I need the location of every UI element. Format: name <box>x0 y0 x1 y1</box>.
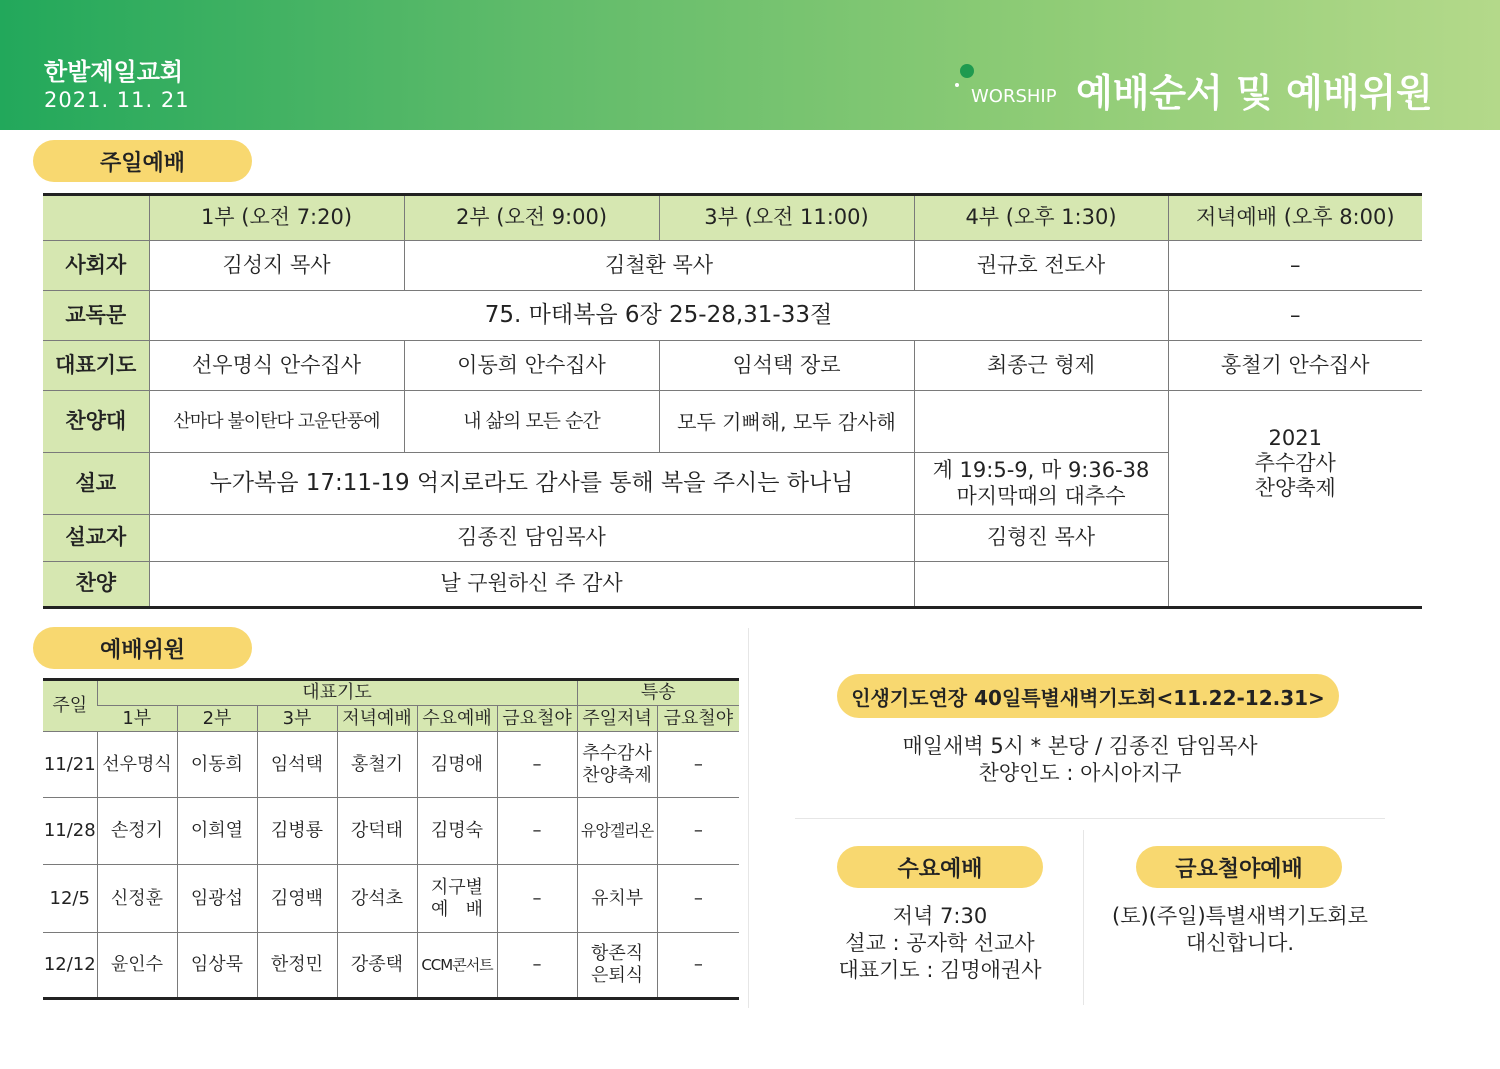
corner-cell <box>43 195 149 241</box>
wednesday-info <box>800 903 1080 984</box>
table-cell <box>577 933 657 999</box>
table-cell: 최종근 형제 <box>914 341 1168 391</box>
friday-info <box>1090 903 1390 957</box>
table-cell: 임석택 장로 <box>659 341 914 391</box>
table-cell: 한정민 <box>257 933 337 999</box>
table-cell: 유앙겔리온 <box>577 798 657 865</box>
table-cell: 김명애 <box>417 732 497 798</box>
table-row <box>43 732 739 798</box>
church-name: 한밭제일교회 <box>44 58 184 86</box>
table-cell: 임석택 <box>257 732 337 798</box>
white-dot-icon <box>955 83 959 87</box>
table-cell: 김영백 <box>257 865 337 933</box>
table-cell <box>914 453 1168 515</box>
sermon-title: 마지막때의 대추수 <box>956 483 1126 508</box>
green-dot-icon <box>960 64 974 78</box>
date-cell: 12/5 <box>43 865 97 933</box>
row-header: 설교 <box>43 453 149 515</box>
table-cell: 누가복음 17:11-19 억지로라도 감사를 통해 복을 주시는 하나님 <box>149 453 914 515</box>
sunday-worship-table <box>43 193 1422 609</box>
event-year: 2021 <box>1268 425 1322 450</box>
event-name: 찬양축제 <box>1254 476 1336 501</box>
row-header: 설교자 <box>43 515 149 562</box>
header-banner <box>0 0 1500 130</box>
table-cell: 김종진 담임목사 <box>149 515 914 562</box>
row-header: 교독문 <box>43 291 149 341</box>
table-header-row <box>43 680 739 706</box>
info-line: 설교 : 공자학 선교사 <box>845 931 1035 955</box>
table-cell: 강덕태 <box>337 798 417 865</box>
table-row <box>43 798 739 865</box>
table-cell: CCM콘서트 <box>417 933 497 999</box>
table-cell: 산마다 불이탄다 고운단풍에 <box>149 391 404 453</box>
table-cell: 유치부 <box>577 865 657 933</box>
table-cell <box>417 865 497 933</box>
row-header: 사회자 <box>43 241 149 291</box>
table-row <box>43 341 1422 391</box>
cell-line: 추수감사 <box>582 742 652 764</box>
table-cell <box>577 732 657 798</box>
table-cell: 김성지 목사 <box>149 241 404 291</box>
column-group-header: 특송 <box>577 680 739 706</box>
info-line: 저녁 7:30 <box>892 904 988 928</box>
info-line: 매일새벽 5시 * 본당 / 김종진 담임목사 <box>902 734 1258 758</box>
table-cell: – <box>657 732 739 798</box>
info-line: 대표기도 : 김명애권사 <box>838 958 1042 982</box>
table-header-row <box>43 706 739 732</box>
column-header: 1부 <box>97 706 177 732</box>
column-header: 주일저녁 <box>577 706 657 732</box>
table-cell: 권규호 전도사 <box>914 241 1168 291</box>
scripture-text: 계 19:5-9, 마 9:36-38 <box>932 458 1150 483</box>
table-row <box>43 241 1422 291</box>
cell-line: 항존직 <box>590 943 644 965</box>
info-line: 찬양인도 : 아시아지구 <box>978 761 1182 785</box>
date-cell: 11/21 <box>43 732 97 798</box>
table-cell: 이동희 안수집사 <box>404 341 659 391</box>
info-line: 대신합니다. <box>1185 931 1295 955</box>
table-row <box>43 391 1422 453</box>
table-cell: 손정기 <box>97 798 177 865</box>
table-cell: 윤인수 <box>97 933 177 999</box>
wednesday-title: 수요예배 <box>837 846 1043 888</box>
evening-event-cell <box>1168 391 1422 608</box>
table-cell: – <box>657 933 739 999</box>
table-cell: 75. 마태복음 6장 25-28,31-33절 <box>149 291 1168 341</box>
column-header: 2부 (오전 9:00) <box>404 195 659 241</box>
cell-line: 지구별 <box>430 876 484 898</box>
column-header: 주일 <box>43 680 97 732</box>
table-cell: – <box>657 798 739 865</box>
table-header-row <box>43 195 1422 241</box>
column-header: 금요철야 <box>657 706 739 732</box>
table-cell: 김명숙 <box>417 798 497 865</box>
column-header: 3부 (오전 11:00) <box>659 195 914 241</box>
table-cell: 김병룡 <box>257 798 337 865</box>
table-cell: – <box>657 865 739 933</box>
table-cell: 김철환 목사 <box>404 241 914 291</box>
dawn-prayer-title: 인생기도연장 40일특별새벽기도회<11.22-12.31> <box>837 674 1339 718</box>
info-line: (토)(주일)특별새벽기도회로 <box>1112 904 1368 928</box>
bulletin-date: 2021. 11. 21 <box>44 88 190 112</box>
table-cell: – <box>497 865 577 933</box>
table-cell: – <box>497 798 577 865</box>
table-cell: 선우명식 안수집사 <box>149 341 404 391</box>
table-cell: 내 삶의 모든 순간 <box>404 391 659 453</box>
table-cell: 임광섭 <box>177 865 257 933</box>
friday-title: 금요철야예배 <box>1136 846 1342 888</box>
divider <box>795 818 1385 819</box>
dawn-prayer-info <box>800 733 1360 787</box>
column-header: 2부 <box>177 706 257 732</box>
table-cell: 홍철기 안수집사 <box>1168 341 1422 391</box>
table-cell: – <box>1168 241 1422 291</box>
table-cell: 김형진 목사 <box>914 515 1168 562</box>
table-cell: 강종택 <box>337 933 417 999</box>
committee-section-label: 예배위원 <box>33 627 252 669</box>
divider <box>748 628 749 1008</box>
committee-table <box>43 678 739 1000</box>
table-cell <box>914 562 1168 608</box>
table-cell: 모두 기뻐해, 모두 감사해 <box>659 391 914 453</box>
column-header: 4부 (오후 1:30) <box>914 195 1168 241</box>
page-title: 예배순서 및 예배위원 <box>1076 71 1433 115</box>
date-cell: 12/12 <box>43 933 97 999</box>
column-group-header: 대표기도 <box>97 680 577 706</box>
row-header: 찬양 <box>43 562 149 608</box>
row-header: 찬양대 <box>43 391 149 453</box>
table-cell: – <box>497 732 577 798</box>
column-header: 금요철야 <box>497 706 577 732</box>
column-header: 1부 (오전 7:20) <box>149 195 404 241</box>
worship-label: WORSHIP <box>971 86 1057 107</box>
divider <box>1083 830 1084 1005</box>
table-row <box>43 291 1422 341</box>
cell-line: 은퇴식 <box>590 965 644 986</box>
table-cell: – <box>1168 291 1422 341</box>
table-cell: 선우명식 <box>97 732 177 798</box>
table-cell: 날 구원하신 주 감사 <box>149 562 914 608</box>
column-header: 저녁예배 <box>337 706 417 732</box>
table-cell: 이희열 <box>177 798 257 865</box>
table-cell: 강석초 <box>337 865 417 933</box>
table-cell: 신정훈 <box>97 865 177 933</box>
column-header: 수요예배 <box>417 706 497 732</box>
date-cell: 11/28 <box>43 798 97 865</box>
sunday-section-label: 주일예배 <box>33 140 252 182</box>
table-row <box>43 933 739 999</box>
table-cell: – <box>497 933 577 999</box>
table-cell: 이동희 <box>177 732 257 798</box>
table-cell <box>914 391 1168 453</box>
event-name: 추수감사 <box>1254 450 1336 475</box>
column-header: 저녁예배 (오후 8:00) <box>1168 195 1422 241</box>
column-header: 3부 <box>257 706 337 732</box>
row-header: 대표기도 <box>43 341 149 391</box>
table-cell: 홍철기 <box>337 732 417 798</box>
cell-line: 찬양축제 <box>582 764 652 786</box>
table-row <box>43 865 739 933</box>
table-cell: 임상묵 <box>177 933 257 999</box>
cell-line: 예 배 <box>431 898 483 920</box>
